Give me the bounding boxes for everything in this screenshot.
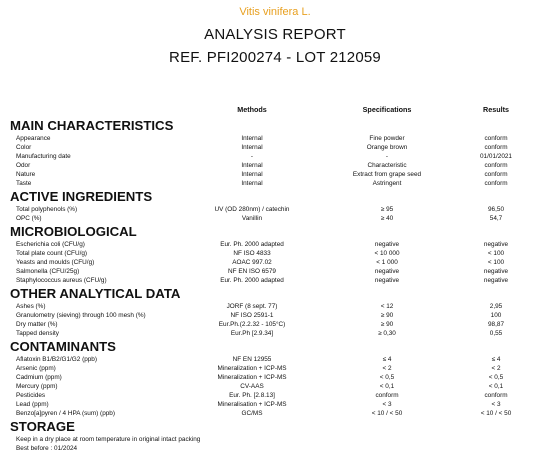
table-row xyxy=(10,161,540,170)
method-cell: NF EN 12955 xyxy=(232,356,272,363)
section-block xyxy=(10,118,540,188)
table-row xyxy=(10,134,540,143)
result-cell: ≤ 4 xyxy=(491,356,501,363)
table-row xyxy=(10,267,540,276)
storage-instruction: Keep in a dry place at room temperature in original intact packing xyxy=(16,436,201,443)
specification-cell: < 0,5 xyxy=(379,374,395,381)
specification-cell: Fine powder xyxy=(369,135,405,142)
specification-cell: < 1 000 xyxy=(376,259,398,266)
table-row xyxy=(10,249,540,258)
method-cell: Internal xyxy=(241,180,263,187)
results-header: Results xyxy=(483,105,509,114)
parameter-name: Nature xyxy=(16,171,36,178)
section-block xyxy=(10,339,540,418)
specification-cell: conform xyxy=(375,392,399,399)
method-cell: UV (OD 280nm) / catechin xyxy=(214,206,290,213)
parameter-name: Color xyxy=(16,144,32,151)
result-cell: < 100 xyxy=(487,250,505,257)
method-cell: CV-AAS xyxy=(240,383,264,390)
specification-cell: ≥ 90 xyxy=(380,312,394,319)
section-title: CONTAMINANTS xyxy=(10,339,116,354)
table-row xyxy=(10,364,540,373)
specification-cell: ≥ 95 xyxy=(380,206,394,213)
specification-cell: - xyxy=(385,153,389,160)
parameter-name: Mercury (ppm) xyxy=(16,383,58,390)
table-row xyxy=(10,152,540,161)
table-row xyxy=(10,240,540,249)
specification-cell: < 0,1 xyxy=(379,383,395,390)
table-row xyxy=(10,170,540,179)
report-header xyxy=(0,6,550,66)
report-title: ANALYSIS REPORT xyxy=(204,26,346,43)
table-row xyxy=(10,320,540,329)
specification-cell: ≥ 90 xyxy=(380,321,394,328)
specification-cell: Astringent xyxy=(372,180,402,187)
result-cell: < 100 xyxy=(487,259,505,266)
table-row xyxy=(10,179,540,188)
result-cell: 2,95 xyxy=(489,303,503,310)
specification-cell: Extract from grape seed xyxy=(352,171,422,178)
result-cell: 96,50 xyxy=(488,206,504,213)
parameter-name: Yeasts and moulds (CFU/g) xyxy=(16,259,95,266)
table-row xyxy=(10,205,540,214)
table-row xyxy=(10,258,540,267)
parameter-name: Arsenic (ppm) xyxy=(16,365,56,372)
result-cell: 0,55 xyxy=(489,330,503,337)
specification-cell: < 3 xyxy=(382,401,392,408)
result-cell: < 10 / < 50 xyxy=(480,410,512,417)
section-block xyxy=(10,286,540,338)
parameter-name: Total plate count (CFU/g) xyxy=(16,250,88,257)
table-row xyxy=(10,400,540,409)
table-row xyxy=(10,302,540,311)
parameter-name: OPC (%) xyxy=(16,215,42,222)
method-cell: Internal xyxy=(241,144,263,151)
table-row xyxy=(10,329,540,338)
result-cell: negative xyxy=(483,241,509,248)
specification-cell: negative xyxy=(374,241,400,248)
method-cell: Internal xyxy=(241,171,263,178)
result-cell: < 2 xyxy=(491,365,501,372)
method-cell: Eur.Ph [2.9.34] xyxy=(230,330,274,337)
result-cell: negative xyxy=(483,277,509,284)
method-cell: Vanillin xyxy=(241,215,263,222)
parameter-name: Ashes (%) xyxy=(16,303,46,310)
method-cell: Eur. Ph. 2000 adapted xyxy=(220,277,284,284)
report-body xyxy=(10,117,540,453)
result-cell: conform xyxy=(484,171,508,178)
specification-cell: ≥ 40 xyxy=(380,215,394,222)
method-cell: Eur. Ph. 2000 adapted xyxy=(220,241,284,248)
result-cell: 01/01/2021 xyxy=(480,153,512,160)
parameter-name: Tapped density xyxy=(16,330,59,337)
section-title: MAIN CHARACTERISTICS xyxy=(10,118,174,133)
table-row xyxy=(10,143,540,152)
parameter-name: Lead (ppm) xyxy=(16,401,49,408)
result-cell: conform xyxy=(484,180,508,187)
parameter-name: Appearance xyxy=(16,135,51,142)
parameter-name: Odor xyxy=(16,162,31,169)
parameter-name: Pesticides xyxy=(16,392,46,399)
method-cell: NF ISO 4833 xyxy=(233,250,271,257)
parameter-name: Salmonella (CFU/25g) xyxy=(16,268,80,275)
specifications-header: Specifications xyxy=(362,105,412,114)
parameter-name: Total polyphenols (%) xyxy=(16,206,78,213)
report-reference: REF. PFI200274 - LOT 212059 xyxy=(169,49,381,66)
method-cell: Mineralisation + ICP-MS xyxy=(217,401,287,408)
parameter-name: Staphylococcus aureus (CFU/g) xyxy=(16,277,107,284)
result-cell: conform xyxy=(484,135,508,142)
result-cell: 54,7 xyxy=(489,215,503,222)
parameter-name: Manufacturing date xyxy=(16,153,71,160)
sections-container xyxy=(10,118,540,418)
table-row xyxy=(10,214,540,223)
parameter-name: Dry matter (%) xyxy=(16,321,58,328)
result-cell: < 3 xyxy=(491,401,501,408)
section-title: ACTIVE INGREDIENTS xyxy=(10,189,153,204)
specification-cell: < 12 xyxy=(380,303,394,310)
specification-cell: ≤ 4 xyxy=(382,356,392,363)
table-row xyxy=(10,373,540,382)
method-cell: Internal xyxy=(241,162,263,169)
method-cell: Eur.Ph.(2.2.32 - 105°C) xyxy=(218,321,286,328)
result-cell: negative xyxy=(483,268,509,275)
parameter-name: Benzo[a]pyren / 4 HPA (sum) (ppb) xyxy=(16,410,115,417)
best-before: Best before : 01/2024 xyxy=(16,445,78,452)
specification-cell: < 10 / < 50 xyxy=(371,410,403,417)
parameter-name: Taste xyxy=(16,180,32,187)
section-title: OTHER ANALYTICAL DATA xyxy=(10,286,181,301)
section-title: MICROBIOLOGICAL xyxy=(10,224,137,239)
section-block xyxy=(10,224,540,285)
table-row xyxy=(10,355,540,364)
product-name: Vitis vinifera L. xyxy=(239,6,311,18)
result-cell: conform xyxy=(484,392,508,399)
result-cell: < 0,5 xyxy=(488,374,504,381)
specification-cell: < 10 000 xyxy=(374,250,400,257)
parameter-name: Cadmium (ppm) xyxy=(16,374,62,381)
result-cell: 100 xyxy=(490,312,502,319)
parameter-name: Aflatoxin B1/B2/G1/G2 (ppb) xyxy=(16,356,97,363)
table-row xyxy=(10,409,540,418)
method-cell: Eur. Ph. [2.8.13] xyxy=(229,392,275,399)
method-cell: GC/MS xyxy=(241,410,263,417)
result-cell: conform xyxy=(484,162,508,169)
parameter-name: Granulometry (sieving) through 100 mesh (%) xyxy=(16,312,146,319)
specification-cell: Orange brown xyxy=(366,144,408,151)
specification-cell: Characteristic xyxy=(367,162,407,169)
specification-cell: ≥ 0,30 xyxy=(378,330,396,337)
table-row xyxy=(10,382,540,391)
result-cell: conform xyxy=(484,144,508,151)
table-row xyxy=(10,391,540,400)
column-headers xyxy=(0,105,550,117)
table-row xyxy=(10,276,540,285)
methods-header: Methods xyxy=(237,105,267,114)
section-block xyxy=(10,189,540,223)
method-cell: Mineralization + ICP-MS xyxy=(217,365,287,372)
method-cell: AOAC 997.02 xyxy=(232,259,272,266)
storage-section xyxy=(10,419,540,453)
specification-cell: < 2 xyxy=(382,365,392,372)
method-cell: Internal xyxy=(241,135,263,142)
specification-cell: negative xyxy=(374,268,400,275)
result-cell: < 0,1 xyxy=(488,383,504,390)
method-cell: Mineralization + ICP-MS xyxy=(217,374,287,381)
parameter-name: Escherichia coli (CFU/g) xyxy=(16,241,85,248)
table-row xyxy=(10,311,540,320)
specification-cell: negative xyxy=(374,277,400,284)
method-cell: NF ISO 2591-1 xyxy=(230,312,274,319)
method-cell: JORF (8 sept. 77) xyxy=(226,303,278,310)
section-title: STORAGE xyxy=(10,419,75,434)
method-cell: - xyxy=(250,153,254,160)
result-cell: 98,87 xyxy=(488,321,504,328)
method-cell: NF EN ISO 6579 xyxy=(228,268,276,275)
